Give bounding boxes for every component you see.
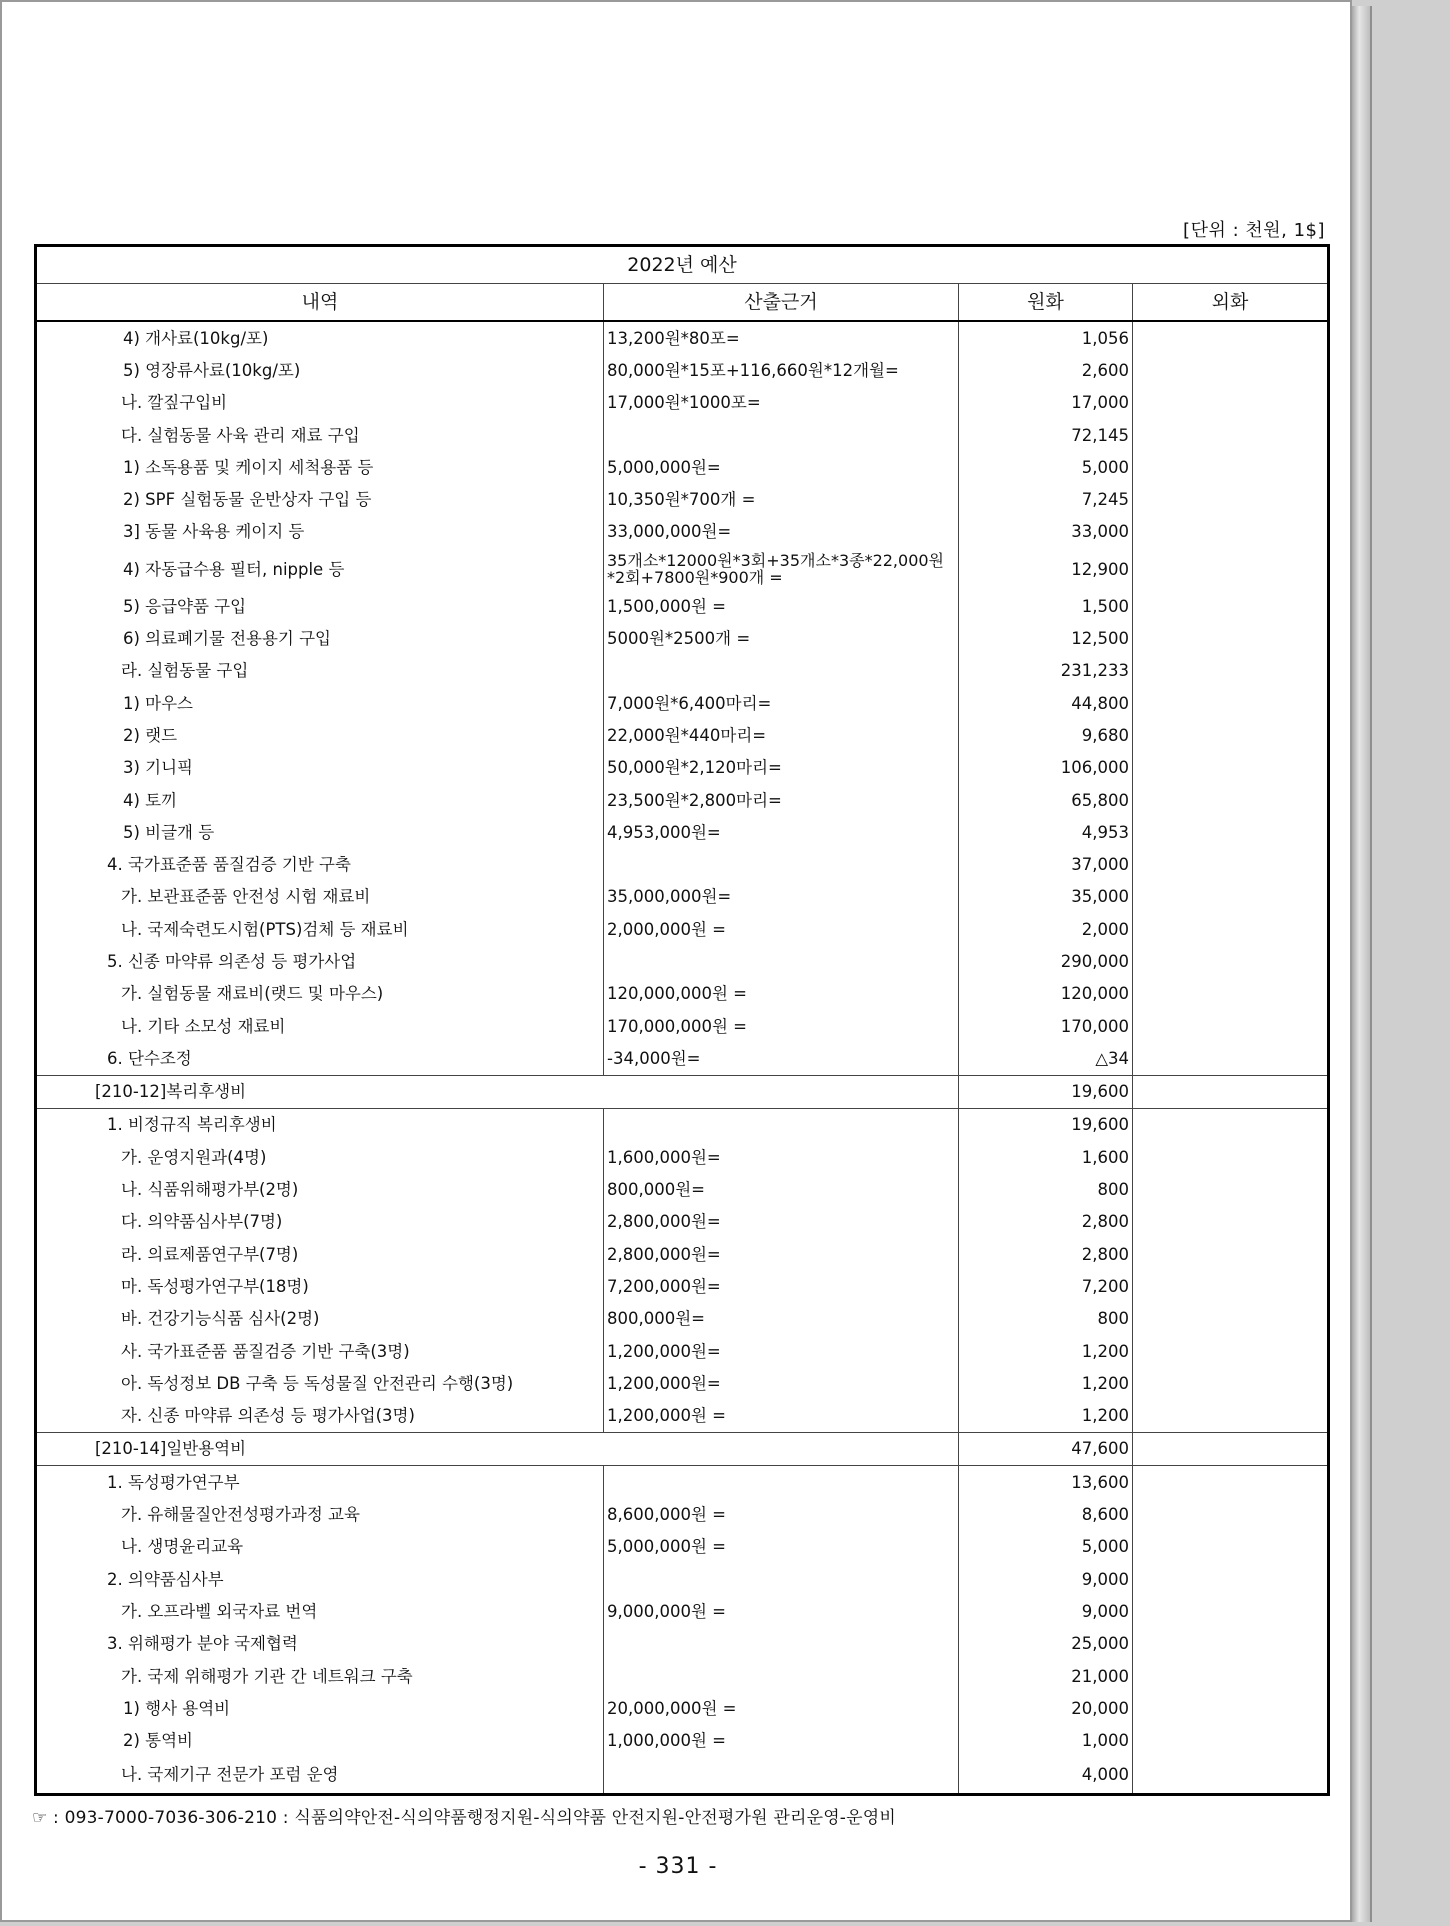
table-row [36,1498,1329,1530]
row-description: 1) 마우스 [36,687,604,719]
table-row [36,622,1329,654]
row-amount-foreign [1133,321,1329,354]
row-description: 1. 비정규직 복리후생비 [36,1108,604,1141]
row-calculation-basis: 33,000,000원= [604,516,959,548]
page-edge-shadow [1352,6,1372,1922]
table-row [36,1757,1329,1795]
row-amount-foreign [1133,752,1329,784]
row-amount-krw: 9,000 [959,1595,1133,1627]
row-description: 5) 비글개 등 [36,816,604,848]
row-amount-krw: 2,000 [959,913,1133,945]
table-row [36,387,1329,419]
table-row [36,1692,1329,1724]
row-calculation-basis: 35,000,000원= [604,881,959,913]
row-description: 2) 랫드 [36,719,604,751]
budget-code-note: ☞ : 093-7000-7036-306-210 : 식품의약안전-식의약품행정지원-식의약품 안전지원-안전평가원 관리운영-운영비 [32,1808,897,1828]
row-calculation-basis [604,655,959,687]
row-calculation-basis: 1,200,000원= [604,1335,959,1367]
table-row [36,451,1329,483]
row-amount-foreign [1133,1042,1329,1075]
table-title: 2022년 예산 [36,246,1329,284]
row-description: 다. 의약품심사부(7명) [36,1206,604,1238]
row-amount-foreign [1133,1692,1329,1724]
table-row [36,1335,1329,1367]
row-amount-foreign [1133,1335,1329,1367]
row-amount-foreign [1133,1724,1329,1756]
row-amount-foreign [1133,419,1329,451]
table-row [36,784,1329,816]
table-row [36,1660,1329,1692]
row-calculation-basis [604,1757,959,1795]
row-description: 2. 의약품심사부 [36,1563,604,1595]
row-amount-krw: 2,800 [959,1206,1133,1238]
row-amount-krw: 800 [959,1303,1133,1335]
row-amount-foreign [1133,1757,1329,1795]
row-amount-krw: 7,245 [959,483,1133,515]
table-row [36,590,1329,622]
row-amount-foreign [1133,483,1329,515]
row-calculation-basis: 8,600,000원 = [604,1498,959,1530]
row-description: 2) 통역비 [36,1724,604,1756]
row-amount-foreign [1133,590,1329,622]
row-amount-krw: 1,500 [959,590,1133,622]
row-amount-krw: 19,600 [959,1108,1133,1141]
row-calculation-basis [604,1660,959,1692]
table-title-row [36,246,1329,284]
row-description: 6. 단수조정 [36,1042,604,1075]
table-row [36,1108,1329,1141]
row-description: 나. 국제기구 전문가 포럼 운영 [36,1757,604,1795]
column-header-krw: 원화 [959,284,1133,322]
row-amount-foreign [1133,978,1329,1010]
row-amount-foreign [1133,1173,1329,1205]
table-header-row [36,284,1329,322]
row-calculation-basis: 17,000원*1000포= [604,387,959,419]
page-number: - 331 - [638,1854,718,1879]
table-row [36,1173,1329,1205]
row-amount-krw: 1,200 [959,1367,1133,1399]
table-row [36,1724,1329,1756]
row-amount-foreign [1133,1238,1329,1270]
row-amount-krw: 5,000 [959,1531,1133,1563]
row-description: 5. 신종 마약류 의존성 등 평가사업 [36,945,604,977]
row-amount-krw: 1,600 [959,1141,1133,1173]
row-calculation-basis: 1,600,000원= [604,1141,959,1173]
table-row [36,321,1329,354]
row-amount-foreign [1133,1432,1329,1465]
row-amount-foreign [1133,1075,1329,1108]
row-amount-krw: 17,000 [959,387,1133,419]
row-calculation-basis [604,1108,959,1141]
row-calculation-basis [604,419,959,451]
row-description: 라. 실험동물 구입 [36,655,604,687]
row-calculation-basis [604,1628,959,1660]
table-row [36,516,1329,548]
column-header-description: 내역 [36,284,604,322]
row-calculation-basis: 5000원*2500개 = [604,622,959,654]
row-amount-foreign [1133,516,1329,548]
row-calculation-basis: 5,000,000원= [604,451,959,483]
row-amount-foreign [1133,1270,1329,1302]
table-row [36,1563,1329,1595]
row-amount-krw: 37,000 [959,848,1133,880]
row-calculation-basis: 20,000,000원 = [604,1692,959,1724]
row-amount-foreign [1133,1563,1329,1595]
row-calculation-basis: 2,000,000원 = [604,913,959,945]
row-description: 3) 기니픽 [36,752,604,784]
row-calculation-basis [604,848,959,880]
row-amount-foreign [1133,1206,1329,1238]
table-row [36,1303,1329,1335]
table-row [36,945,1329,977]
row-calculation-basis: 1,200,000원 = [604,1400,959,1433]
row-amount-krw: 21,000 [959,1660,1133,1692]
row-amount-foreign [1133,1400,1329,1433]
row-amount-krw: 65,800 [959,784,1133,816]
row-amount-foreign [1133,1010,1329,1042]
row-amount-krw: 5,000 [959,451,1133,483]
table-row [36,1432,1329,1465]
row-description: 가. 오프라벨 외국자료 번역 [36,1595,604,1627]
row-calculation-basis: -34,000원= [604,1042,959,1075]
row-amount-foreign [1133,1108,1329,1141]
row-amount-foreign [1133,1466,1329,1499]
row-description: 나. 생명윤리교육 [36,1531,604,1563]
table-row [36,1400,1329,1433]
table-row [36,687,1329,719]
section-title: [210-14]일반용역비 [36,1432,959,1465]
row-calculation-basis: 9,000,000원 = [604,1595,959,1627]
row-amount-foreign [1133,784,1329,816]
row-calculation-basis: 50,000원*2,120마리= [604,752,959,784]
table-row [36,483,1329,515]
row-amount-krw: 72,145 [959,419,1133,451]
row-amount-krw: 4,953 [959,816,1133,848]
row-amount-foreign [1133,1660,1329,1692]
row-amount-krw: △34 [959,1042,1133,1075]
table-row [36,1238,1329,1270]
row-calculation-basis: 5,000,000원 = [604,1531,959,1563]
row-amount-foreign [1133,655,1329,687]
row-amount-foreign [1133,1628,1329,1660]
row-description: 2) SPF 실험동물 운반상자 구입 등 [36,483,604,515]
row-calculation-basis [604,945,959,977]
row-amount-krw: 47,600 [959,1432,1133,1465]
row-calculation-basis: 2,800,000원= [604,1206,959,1238]
row-description: 4. 국가표준품 품질검증 기반 구축 [36,848,604,880]
row-description: 가. 보관표준품 안전성 시험 재료비 [36,881,604,913]
row-amount-krw: 12,900 [959,548,1133,590]
table-row [36,655,1329,687]
row-amount-foreign [1133,622,1329,654]
table-row [36,816,1329,848]
table-row [36,1466,1329,1499]
row-amount-krw: 1,200 [959,1400,1133,1433]
row-description: 라. 의료제품연구부(7명) [36,1238,604,1270]
table-row [36,1595,1329,1627]
row-calculation-basis: 23,500원*2,800마리= [604,784,959,816]
row-amount-foreign [1133,816,1329,848]
row-amount-krw: 1,000 [959,1724,1133,1756]
row-amount-krw: 106,000 [959,752,1133,784]
row-amount-foreign [1133,1367,1329,1399]
table-row [36,848,1329,880]
unit-label: [단위 : 천원, 1$] [1183,220,1325,241]
row-description: 5) 영장류사료(10kg/포) [36,354,604,386]
row-description: 다. 실험동물 사육 관리 재료 구입 [36,419,604,451]
row-amount-krw: 120,000 [959,978,1133,1010]
row-description: 나. 식품위해평가부(2명) [36,1173,604,1205]
row-amount-foreign [1133,848,1329,880]
row-amount-krw: 25,000 [959,1628,1133,1660]
row-amount-krw: 19,600 [959,1075,1133,1108]
row-calculation-basis: 22,000원*440마리= [604,719,959,751]
row-description: 1) 소독용품 및 케이지 세척용품 등 [36,451,604,483]
table-row [36,978,1329,1010]
row-amount-foreign [1133,1141,1329,1173]
table-row [36,1206,1329,1238]
row-calculation-basis: 4,953,000원= [604,816,959,848]
row-calculation-basis: 170,000,000원 = [604,1010,959,1042]
row-description: 4) 토끼 [36,784,604,816]
row-calculation-basis: 13,200원*80포= [604,321,959,354]
row-description: 나. 기타 소모성 재료비 [36,1010,604,1042]
table-row [36,419,1329,451]
row-calculation-basis: 7,000원*6,400마리= [604,687,959,719]
row-calculation-basis: 80,000원*15포+116,660원*12개월= [604,354,959,386]
row-amount-foreign [1133,1531,1329,1563]
row-description: 5) 응급약품 구입 [36,590,604,622]
row-amount-krw: 231,233 [959,655,1133,687]
row-amount-krw: 13,600 [959,1466,1133,1499]
row-description: 나. 국제숙련도시험(PTS)검체 등 재료비 [36,913,604,945]
row-calculation-basis: 1,000,000원 = [604,1724,959,1756]
row-amount-foreign [1133,387,1329,419]
row-description: 1. 독성평가연구부 [36,1466,604,1499]
row-amount-foreign [1133,913,1329,945]
row-amount-foreign [1133,719,1329,751]
row-calculation-basis: 35개소*12000원*3회+35개소*3종*22,000원 *2회+7800원*900개 = [604,548,959,590]
row-amount-krw: 12,500 [959,622,1133,654]
row-amount-foreign [1133,881,1329,913]
table-row [36,1531,1329,1563]
row-amount-krw: 170,000 [959,1010,1133,1042]
row-amount-foreign [1133,451,1329,483]
table-body [36,321,1329,1794]
row-description: 가. 유해물질안전성평가과정 교육 [36,1498,604,1530]
row-calculation-basis: 10,350원*700개 = [604,483,959,515]
row-amount-foreign [1133,548,1329,590]
row-amount-foreign [1133,945,1329,977]
row-amount-foreign [1133,1303,1329,1335]
row-amount-krw: 44,800 [959,687,1133,719]
row-amount-krw: 9,680 [959,719,1133,751]
table-row [36,548,1329,590]
row-calculation-basis: 120,000,000원 = [604,978,959,1010]
column-header-basis: 산출근거 [604,284,959,322]
table-row [36,913,1329,945]
row-calculation-basis [604,1563,959,1595]
table-row [36,1367,1329,1399]
section-title: [210-12]복리후생비 [36,1075,959,1108]
row-amount-krw: 1,056 [959,321,1133,354]
row-amount-foreign [1133,687,1329,719]
row-amount-krw: 9,000 [959,1563,1133,1595]
row-amount-krw: 2,800 [959,1238,1133,1270]
row-description: 가. 운영지원과(4명) [36,1141,604,1173]
row-description: 가. 국제 위해평가 기관 간 네트워크 구축 [36,1660,604,1692]
table-row [36,1270,1329,1302]
table-row [36,1010,1329,1042]
row-amount-krw: 2,600 [959,354,1133,386]
row-description: 3] 동물 사육용 케이지 등 [36,516,604,548]
row-amount-foreign [1133,1595,1329,1627]
row-description: 나. 깔짚구입비 [36,387,604,419]
table-row [36,354,1329,386]
row-description: 마. 독성평가연구부(18명) [36,1270,604,1302]
row-amount-krw: 290,000 [959,945,1133,977]
budget-table [34,244,1330,1796]
row-calculation-basis: 7,200,000원= [604,1270,959,1302]
table-row [36,1141,1329,1173]
row-description: 가. 실험동물 재료비(랫드 및 마우스) [36,978,604,1010]
table-row [36,1628,1329,1660]
row-amount-krw: 1,200 [959,1335,1133,1367]
row-amount-krw: 7,200 [959,1270,1133,1302]
row-amount-foreign [1133,354,1329,386]
row-description: 사. 국가표준품 품질검증 기반 구축(3명) [36,1335,604,1367]
column-header-foreign: 외화 [1133,284,1329,322]
row-calculation-basis [604,1466,959,1499]
row-amount-krw: 33,000 [959,516,1133,548]
table-row [36,881,1329,913]
row-amount-krw: 8,600 [959,1498,1133,1530]
table-row [36,1042,1329,1075]
table-row [36,1075,1329,1108]
row-description: 바. 건강기능식품 심사(2명) [36,1303,604,1335]
row-description: 3. 위해평가 분야 국제협력 [36,1628,604,1660]
row-amount-krw: 20,000 [959,1692,1133,1724]
row-description: 1) 행사 용역비 [36,1692,604,1724]
row-calculation-basis: 1,200,000원= [604,1367,959,1399]
row-calculation-basis: 800,000원= [604,1303,959,1335]
table-row [36,719,1329,751]
row-description: 자. 신종 마약류 의존성 등 평가사업(3명) [36,1400,604,1433]
row-description: 6) 의료폐기물 전용용기 구입 [36,622,604,654]
table-row [36,752,1329,784]
row-description: 4) 자동급수용 필터, nipple 등 [36,548,604,590]
row-amount-foreign [1133,1498,1329,1530]
row-calculation-basis: 1,500,000원 = [604,590,959,622]
row-description: 아. 독성정보 DB 구축 등 독성물질 안전관리 수행(3명) [36,1367,604,1399]
row-calculation-basis: 2,800,000원= [604,1238,959,1270]
row-amount-krw: 4,000 [959,1757,1133,1795]
row-amount-krw: 800 [959,1173,1133,1205]
row-calculation-basis: 800,000원= [604,1173,959,1205]
row-amount-krw: 35,000 [959,881,1133,913]
row-description: 4) 개사료(10kg/포) [36,321,604,354]
